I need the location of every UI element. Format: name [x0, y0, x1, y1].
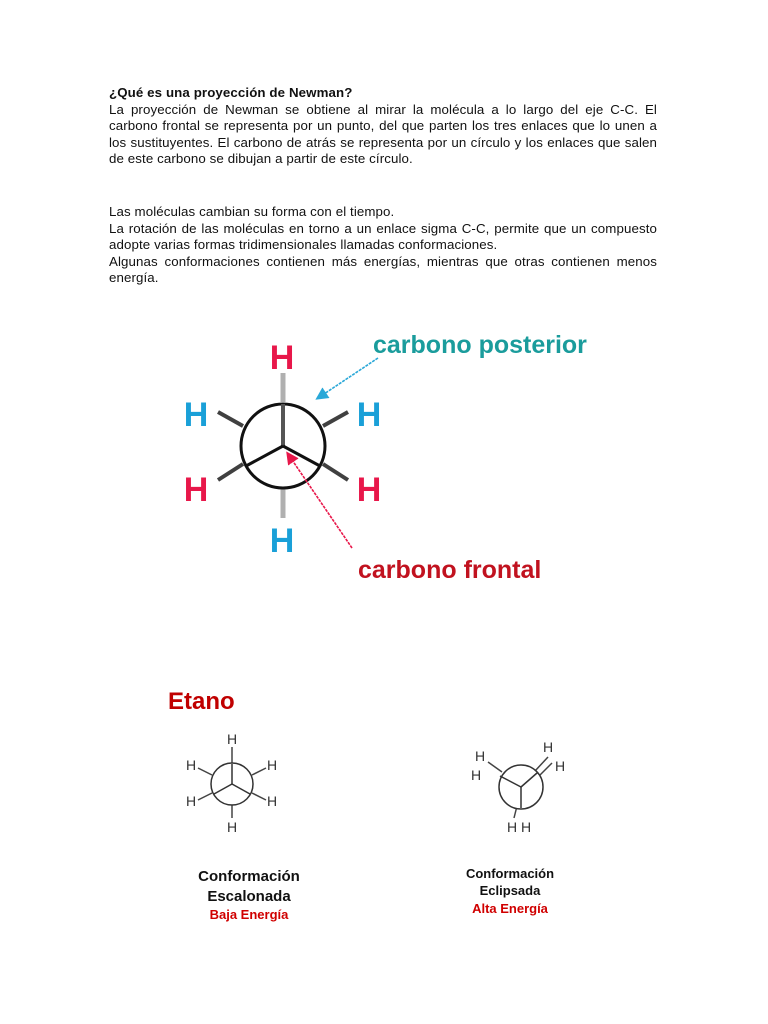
stag-h-lr: H	[266, 793, 278, 809]
body-line-1: Las moléculas cambian su forma con el tiempo.	[109, 204, 395, 219]
stag-h-ul: H	[185, 757, 197, 773]
body-line-3: Algunas conformaciones contienen más energías, mientras que otras contienen menos energía.	[109, 253, 657, 286]
eclipsed-energy: Alta Energía	[472, 901, 548, 916]
ecl-h-ur: H	[542, 739, 554, 755]
h-atom-upper-right: H	[356, 396, 382, 434]
h-atom-lower-left: H	[183, 471, 209, 509]
ecl-h-r: H	[554, 758, 566, 774]
eclipsed-caption-2: Eclipsada	[479, 883, 541, 898]
stag-bond-ur	[252, 768, 266, 775]
back-bond-lower-left	[218, 464, 243, 480]
h-atom-lower-right: H	[356, 471, 382, 509]
eclipsed-diagram	[471, 739, 565, 835]
intro-question: ¿Qué es una proyección de Newman?	[109, 85, 353, 100]
ecl-h-l: H	[470, 767, 482, 783]
body-line-2: La rotación de las moléculas en torno a un enlace sigma C-C, permite que un compuesto adopte varias formas tridimensionales llamadas conformaciones.	[109, 220, 657, 253]
h-atom-top: H	[269, 339, 295, 377]
staggered-energy: Baja Energía	[209, 907, 289, 922]
stag-bond-ll	[198, 793, 212, 800]
staggered-diagram	[186, 731, 277, 835]
eclipsed-caption-1: Conformación	[465, 866, 555, 881]
back-carbon-arrow	[318, 358, 378, 398]
h-atom-bottom: H	[269, 522, 295, 560]
ecl-bond-ul	[488, 762, 502, 772]
staggered-caption-2: Escalonada	[207, 888, 291, 905]
newman-diagram	[184, 331, 587, 584]
back-bond-upper-right	[323, 412, 348, 426]
ecl-h-ul: H	[474, 748, 486, 764]
stag-h-ur: H	[266, 757, 278, 773]
staggered-caption-1: Conformación	[198, 868, 300, 885]
stag-bond-lr	[252, 793, 266, 800]
stag-h-top: H	[226, 731, 238, 747]
stag-h-bottom: H	[226, 819, 238, 835]
stag-h-ll: H	[185, 793, 197, 809]
back-bond-upper-left	[218, 412, 243, 426]
back-carbon-label: carbono posterior	[373, 331, 587, 359]
h-atom-upper-left: H	[183, 396, 209, 434]
front-carbon-label: carbono frontal	[358, 556, 542, 584]
ecl-h-bottom-1: H	[506, 819, 518, 835]
back-bond-lower-right	[323, 464, 348, 480]
intro-paragraph: La proyección de Newman se obtiene al mirar la molécula a lo largo del eje C-C. El carbono frontal se representa por un punto, del que parten los tres enlaces que lo unen a los sustituyentes. El carbono de atrás se representa por un círculo y los enlaces que salen de este carbono se dibujan a partir de este círculo.	[109, 101, 657, 167]
stag-bond-ul	[198, 768, 212, 775]
ecl-h-bottom-2: H	[520, 819, 532, 835]
ethane-title: Etano	[168, 688, 235, 715]
